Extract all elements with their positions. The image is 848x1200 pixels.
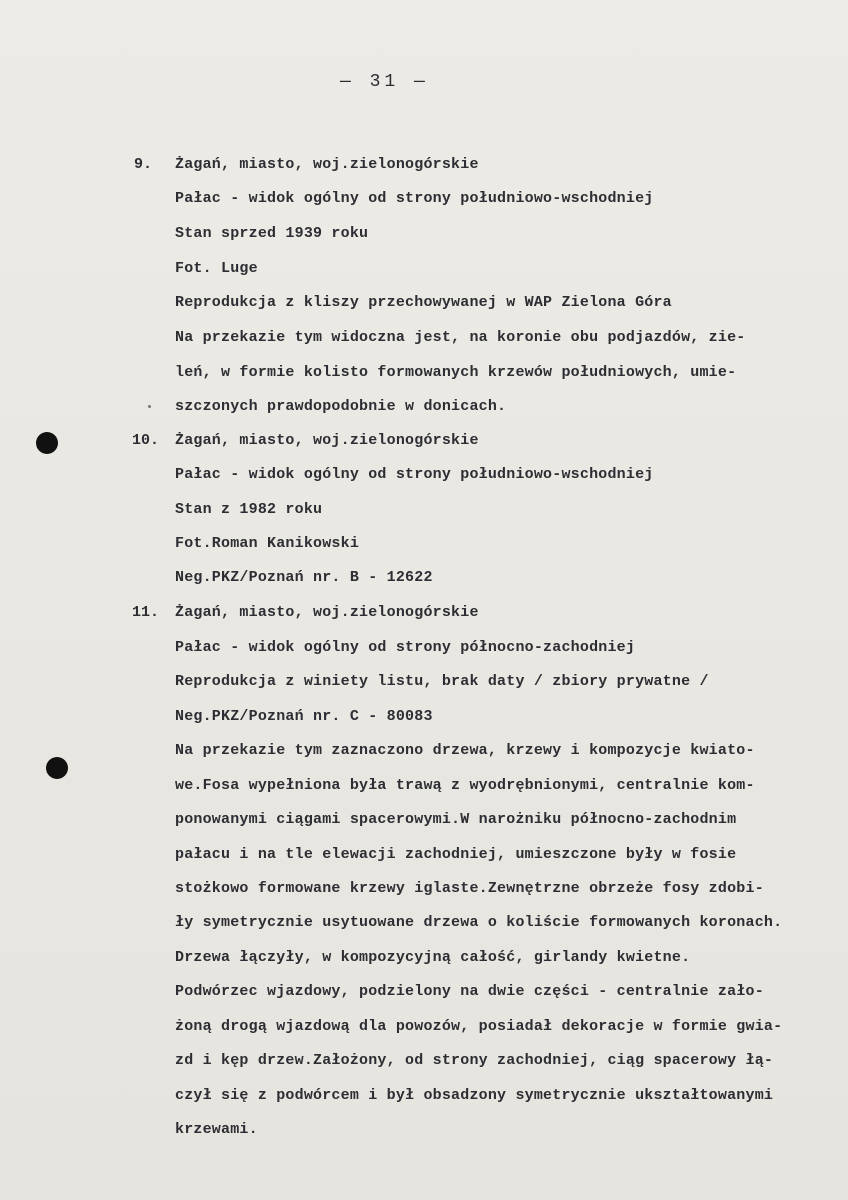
entry-11-line-5: Na przekazie tym zaznaczono drzewa, krzewy i kompozycje kwiato- — [175, 742, 755, 759]
entry-11-line-14: zd i kęp drzew.Założony, od strony zachodniej, ciąg spacerowy łą- — [175, 1052, 774, 1069]
entry-11-line-3: Reprodukcja z winiety listu, brak daty / zbiory prywatne / — [175, 673, 709, 690]
page-number: — 31 — — [340, 72, 429, 92]
entry-11-line-15: czył się z podwórcem i był obsadzony symetrycznie ukształtowanymi — [175, 1087, 774, 1104]
entry-number-11: 11. — [132, 604, 160, 621]
entry-9-line-5: Reprodukcja z kliszy przechowywanej w WAP Zielona Góra — [175, 294, 672, 311]
entry-10-line-3: Stan z 1982 roku — [175, 501, 323, 518]
punch-hole-bottom — [46, 757, 68, 779]
entry-9-line-2: Pałac - widok ogólny od strony południowo-wschodniej — [175, 190, 654, 207]
entry-number-10: 10. — [132, 432, 160, 449]
entry-11-line-8: pałacu i na tle elewacji zachodniej, umieszczone były w fosie — [175, 846, 737, 863]
entry-11-line-7: ponowanymi ciągami spacerowymi.W narożniku północno-zachodnim — [175, 811, 737, 828]
entry-10-line-5: Neg.PKZ/Poznań nr. B - 12622 — [175, 569, 433, 586]
entry-10-line-1: Żagań, miasto, woj.zielonogórskie — [175, 432, 479, 449]
entry-10-line-4: Fot.Roman Kanikowski — [175, 535, 360, 552]
entry-9-line-8: szczonych prawdopodobnie w donicach. — [175, 398, 507, 415]
entry-11-line-16: krzewami. — [175, 1121, 258, 1138]
entry-11-line-13: żoną drogą wjazdową dla powozów, posiadał dekoracje w formie gwia- — [175, 1018, 783, 1035]
entry-9-line-6: Na przekazie tym widoczna jest, na koronie obu podjazdów, zie- — [175, 329, 746, 346]
entry-11-line-1: Żagań, miasto, woj.zielonogórskie — [175, 604, 479, 621]
entry-9-line-1: Żagań, miasto, woj.zielonogórskie — [175, 156, 479, 173]
entry-11-line-9: stożkowo formowane krzewy iglaste.Zewnętrzne obrzeże fosy zdobi- — [175, 880, 764, 897]
entry-11-line-11: Drzewa łączyły, w kompozycyjną całość, girlandy kwietne. — [175, 949, 691, 966]
entry-9-line-7: leń, w formie kolisto formowanych krzewów południowych, umie- — [175, 364, 737, 381]
entry-11-line-12: Podwórzec wjazdowy, podzielony na dwie części - centralnie zało- — [175, 983, 764, 1000]
punch-hole-top — [36, 432, 58, 454]
entry-11-line-2: Pałac - widok ogólny od strony północno-zachodniej — [175, 639, 636, 656]
entry-9-line-4: Fot. Luge — [175, 260, 258, 277]
paper-speck — [148, 405, 151, 408]
entry-11-line-6: we.Fosa wypełniona była trawą z wyodrębnionymi, centralnie kom- — [175, 777, 755, 794]
entry-10-line-2: Pałac - widok ogólny od strony południowo-wschodniej — [175, 466, 654, 483]
entry-9-line-3: Stan sprzed 1939 roku — [175, 225, 369, 242]
entry-11-line-10: ły symetrycznie usytuowane drzewa o koliście formowanych koronach. — [175, 914, 783, 931]
entry-number-9: 9. — [134, 156, 153, 173]
entry-11-line-4: Neg.PKZ/Poznań nr. C - 80083 — [175, 708, 433, 725]
